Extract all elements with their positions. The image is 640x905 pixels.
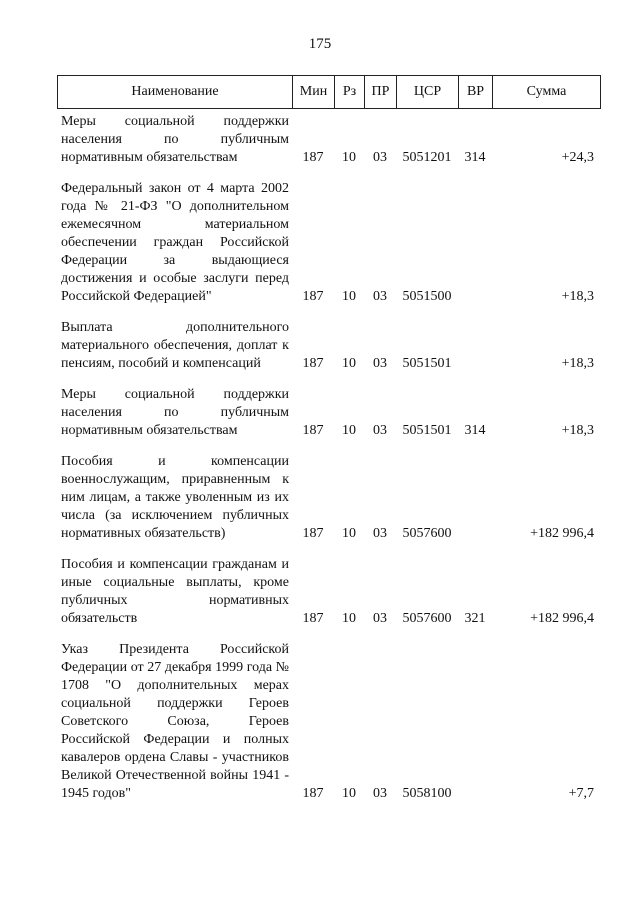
row-sum: +7,7: [568, 786, 594, 801]
row-csr: 5051501: [402, 356, 452, 371]
row-rz: 10: [342, 150, 356, 165]
table-row: [57, 556, 600, 628]
row-csr: 5057600: [402, 526, 452, 541]
table-row: [57, 319, 600, 373]
table-row: [57, 641, 600, 803]
row-sum: +18,3: [561, 356, 594, 371]
row-rz: 10: [342, 786, 356, 801]
row-rz: 10: [342, 289, 356, 304]
row-csr: 5051500: [402, 289, 452, 304]
row-rz: 10: [342, 611, 356, 626]
row-sum: +18,3: [561, 289, 594, 304]
row-pr: 03: [373, 611, 387, 626]
row-vr: 321: [464, 611, 486, 626]
row-pr: 03: [373, 526, 387, 541]
row-pr: 03: [373, 786, 387, 801]
row-name: Указ Президента Российской Федерации от 27 декабря 1999 года № 1708 "О дополнительных мерах социальной поддержки Героев Советского Союза, Героев Российской Федерации и полных кавалеров ордена Славы - участников Великой Отечественной войны 1941 - 1945 годов": [61, 642, 289, 801]
row-name: Пособия и компенсации гражданам и иные социальные выплаты, кроме публичных нормативных обязательств: [61, 557, 289, 626]
row-csr: 5058100: [402, 786, 452, 801]
row-vr: 314: [464, 150, 486, 165]
table-row: [57, 113, 600, 167]
row-min: 187: [302, 150, 324, 165]
table-row: [57, 453, 600, 543]
row-pr: 03: [373, 356, 387, 371]
row-sum: +18,3: [561, 423, 594, 438]
column-header-min: Мин: [293, 76, 335, 109]
row-sum: +182 996,4: [530, 611, 594, 626]
table-header: [57, 75, 601, 109]
row-name: Федеральный закон от 4 марта 2002 года № 21-ФЗ "О дополнительном ежемесячном материальном обеспечении граждан Российской Федерации за выдающиеся достижения и особые заслуги перед Российской Федерацией": [61, 181, 289, 304]
row-name: Пособия и компенсации военнослужащим, приравненным к ним лицам, а также уволенным из их числа (за исключением публичных нормативных обязательств): [61, 454, 289, 541]
column-header-sum: Сумма: [493, 76, 601, 109]
row-csr: 5051501: [402, 423, 452, 438]
column-header-rz: Рз: [335, 76, 365, 109]
row-pr: 03: [373, 289, 387, 304]
column-header-pr: ПР: [365, 76, 397, 109]
row-sum: +24,3: [561, 150, 594, 165]
row-name: Меры социальной поддержки населения по публичным нормативным обязательствам: [61, 114, 289, 165]
row-min: 187: [302, 356, 324, 371]
row-min: 187: [302, 526, 324, 541]
row-pr: 03: [373, 423, 387, 438]
row-rz: 10: [342, 526, 356, 541]
row-min: 187: [302, 611, 324, 626]
page-number: 175: [308, 36, 332, 52]
column-header-vr: ВР: [459, 76, 493, 109]
row-min: 187: [302, 423, 324, 438]
row-min: 187: [302, 786, 324, 801]
table-row: [57, 386, 600, 440]
row-vr: 314: [464, 423, 486, 438]
column-header-name: Наименование: [58, 76, 293, 109]
row-csr: 5051201: [402, 150, 452, 165]
row-csr: 5057600: [402, 611, 452, 626]
row-sum: +182 996,4: [530, 526, 594, 541]
row-rz: 10: [342, 423, 356, 438]
row-pr: 03: [373, 150, 387, 165]
row-min: 187: [302, 289, 324, 304]
column-header-csr: ЦСР: [397, 76, 459, 109]
table-body: [57, 109, 600, 816]
row-rz: 10: [342, 356, 356, 371]
row-name: Меры социальной поддержки населения по публичным нормативным обязательствам: [61, 387, 289, 438]
table-row: [57, 180, 600, 306]
row-name: Выплата дополнительного материального обеспечения, доплат к пенсиям, пособий и компенсаций: [61, 320, 289, 371]
